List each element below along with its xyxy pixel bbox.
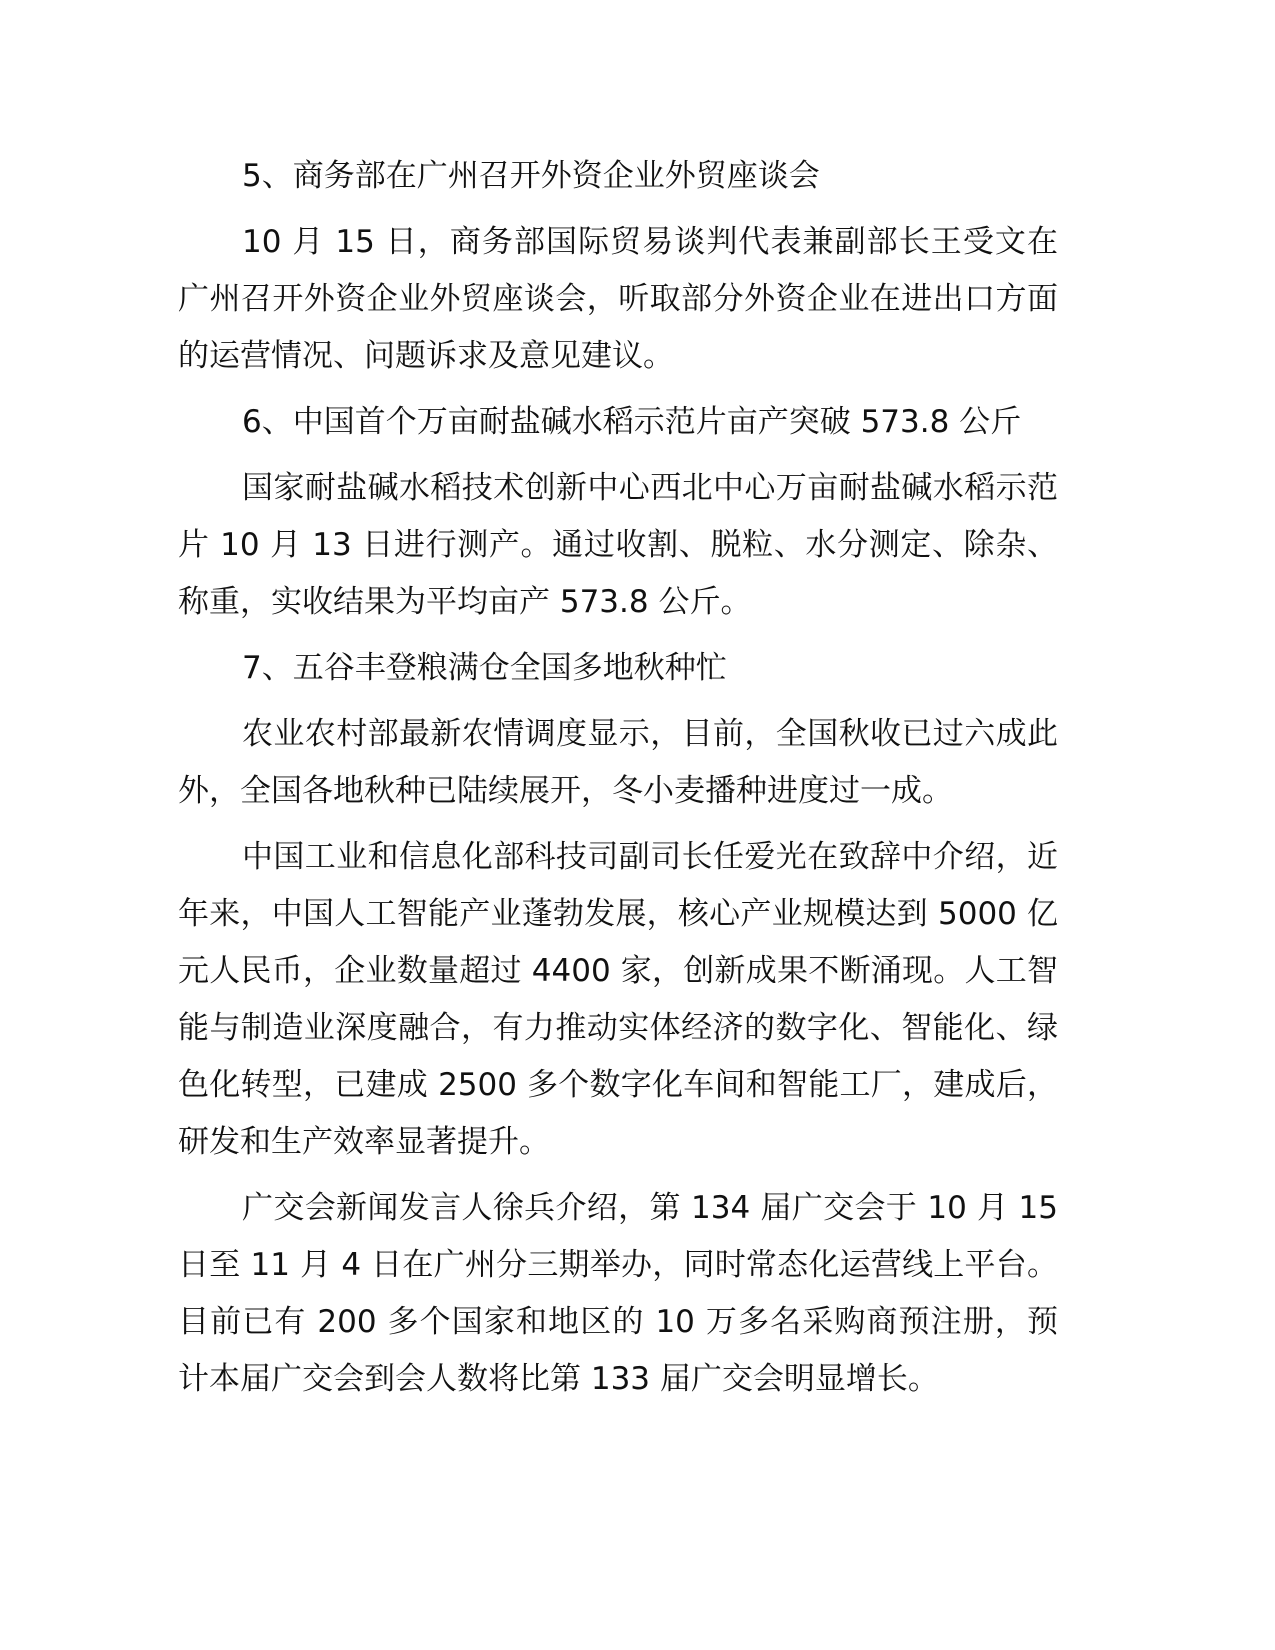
document-body — [178, 148, 1058, 1417]
paragraph: 中国工业和信息化部科技司副司长任爱光在致辞中介绍，近年来，中国人工智能产业蓬勃发展，核心产业规模达到 5000 亿元人民币，企业数量超过 4400 家，创新成果不断涌现。人工智能与制造业深度融合，有力推动实体经济的数字化、智能化、绿色化转型，已建成 2500 多个数字化车间和智能工厂，建成后，研发和生产效率显著提升。 — [178, 839, 1058, 1160]
paragraph: 国家耐盐碱水稻技术创新中心西北中心万亩耐盐碱水稻示范片 10 月 13 日进行测产。通过收割、脱粒、水分测定、除杂、称重，实收结果为平均亩产 573.8 公斤。 — [178, 470, 1058, 620]
section-heading-6: 6、中国首个万亩耐盐碱水稻示范片亩产突破 573.8 公斤 — [242, 404, 1022, 440]
paragraph: 农业农村部最新农情调度显示，目前，全国秋收已过六成此外，全国各地秋种已陆续展开，冬小麦播种进度过一成。 — [178, 716, 1058, 809]
section-heading-5: 5、商务部在广州召开外资企业外贸座谈会 — [242, 158, 820, 194]
paragraph: 10 月 15 日，商务部国际贸易谈判代表兼副部长王受文在广州召开外资企业外贸座谈会，听取部分外资企业在进出口方面的运营情况、问题诉求及意见建议。 — [178, 224, 1058, 374]
section-heading-7: 7、五谷丰登粮满仓全国多地秋种忙 — [242, 650, 727, 686]
paragraph: 广交会新闻发言人徐兵介绍，第 134 届广交会于 10 月 15 日至 11 月 4 日在广州分三期举办，同时常态化运营线上平台。目前已有 200 多个国家和地区的 10 万多名采购商预注册，预计本届广交会到会人数将比第 133 届广交会明显增长。 — [178, 1190, 1058, 1397]
